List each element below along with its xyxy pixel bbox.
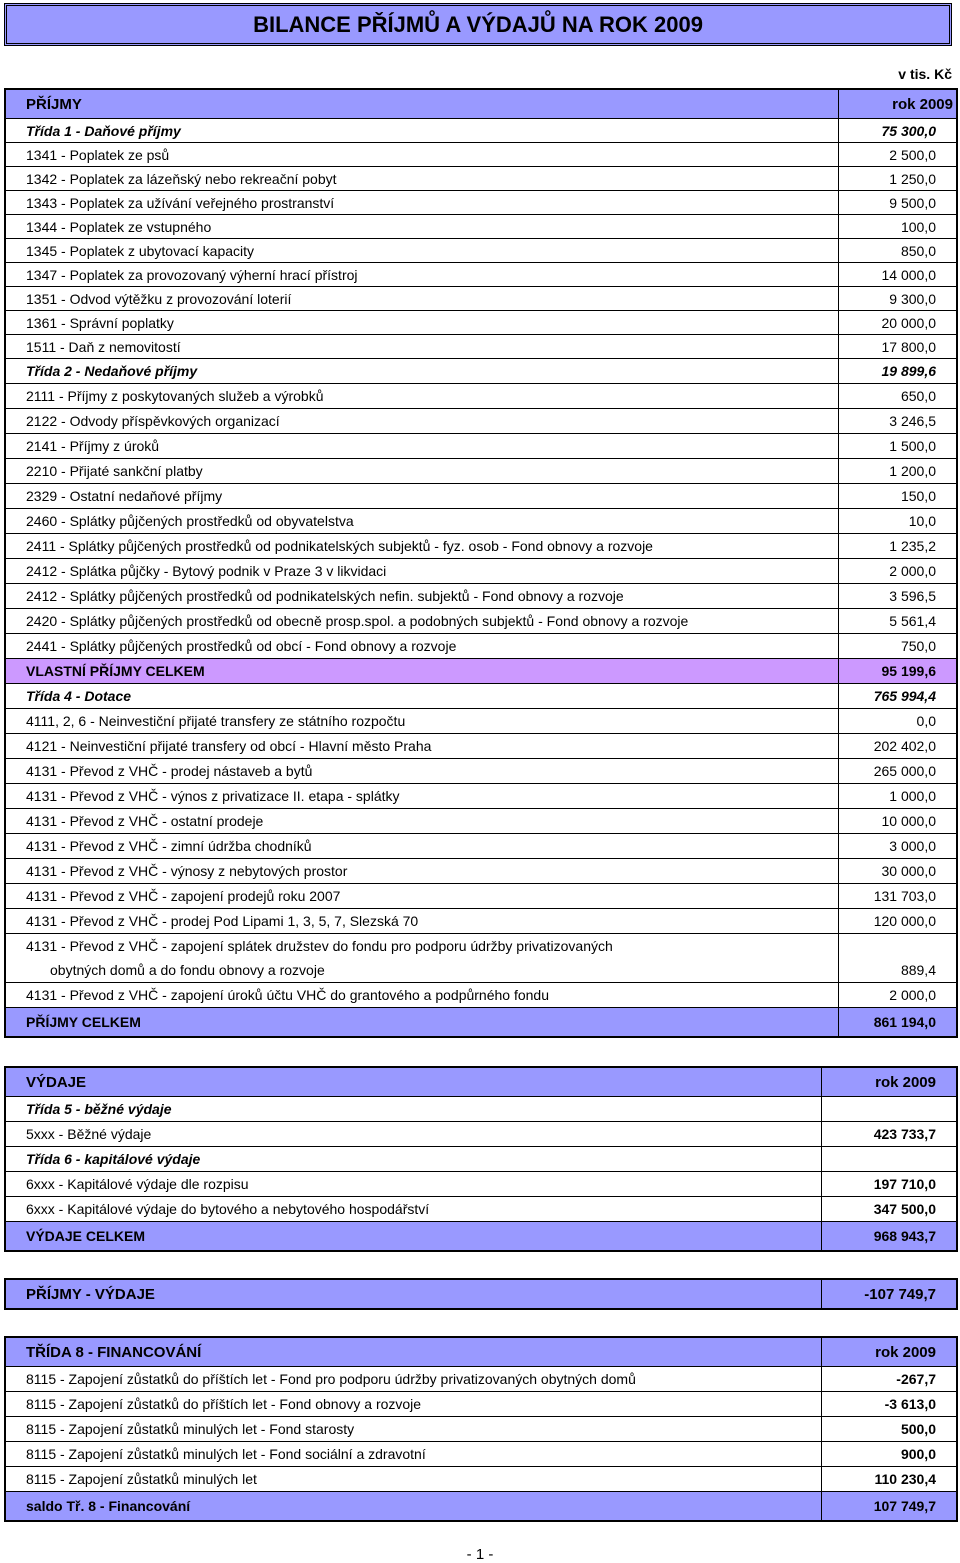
- row-value: 10 000,0: [839, 809, 958, 834]
- table-row: [5, 734, 957, 759]
- table-row: [5, 1392, 957, 1417]
- table-row: [5, 509, 957, 534]
- table-row: [5, 409, 957, 434]
- table-row: [5, 634, 957, 659]
- table-row: [5, 1417, 957, 1442]
- table-row: [5, 709, 957, 734]
- row-label: 6xxx - Kapitálové výdaje dle rozpisu: [5, 1172, 822, 1197]
- table-row: [5, 1467, 957, 1492]
- row-value: 0,0: [839, 709, 958, 734]
- row-label: 2420 - Splátky půjčených prostředků od obecně prosp.spol. a podobných subjektů - Fond obnovy a rozvoje: [5, 609, 839, 634]
- income-total-row: [5, 1008, 957, 1038]
- table-row: [5, 884, 957, 909]
- table-row: [5, 834, 957, 859]
- table-row: [5, 263, 957, 287]
- row-value: 9 500,0: [839, 191, 958, 215]
- balance-value: -107 749,7: [822, 1279, 958, 1309]
- row-label: 4131 - Převod z VHČ - prodej Pod Lipami 1, 3, 5, 7, Slezská 70: [5, 909, 839, 934]
- row-label: 4131 - Převod z VHČ - zapojení úroků účtu VHČ do grantového a podpůrného fondu: [5, 983, 839, 1008]
- table-row: [5, 1122, 957, 1147]
- income-header-row: [5, 89, 957, 119]
- expenses-table: [4, 1066, 958, 1252]
- own-income-total-value: 95 199,6: [839, 659, 958, 684]
- row-label: 5xxx - Běžné výdaje: [5, 1122, 822, 1147]
- row-value: 900,0: [822, 1442, 958, 1467]
- class-label: Třída 5 - běžné výdaje: [5, 1097, 822, 1122]
- class-value: 19 899,6: [839, 359, 958, 384]
- table-row: [5, 287, 957, 311]
- row-label: 2329 - Ostatní nedaňové příjmy: [5, 484, 839, 509]
- row-label: 4131 - Převod z VHČ - zapojení prodejů roku 2007: [5, 884, 839, 909]
- table-row: [5, 143, 957, 167]
- row-label: 1342 - Poplatek za lázeňský nebo rekreační pobyt: [5, 167, 839, 191]
- row-label: 4111, 2, 6 - Neinvestiční přijaté transfery ze státního rozpočtu: [5, 709, 839, 734]
- row-value: 750,0: [839, 634, 958, 659]
- class-label: Třída 4 - Dotace: [5, 684, 839, 709]
- table-row: [5, 239, 957, 263]
- row-label: 2412 - Splátky půjčených prostředků od podnikatelských nefin. subjektů - Fond obnovy a rozvoje: [5, 584, 839, 609]
- class-row: [5, 1147, 957, 1172]
- income-total-label: PŘÍJMY CELKEM: [5, 1008, 839, 1038]
- row-label: 4131 - Převod z VHČ - zapojení splátek družstev do fondu pro podporu údržby privatizovaných: [5, 934, 839, 959]
- table-row: [5, 859, 957, 884]
- row-value: -3 613,0: [822, 1392, 958, 1417]
- income-table: [4, 88, 958, 1038]
- row-label: 2412 - Splátka půjčky - Bytový podnik v Praze 3 v likvidaci: [5, 559, 839, 584]
- table-row: [5, 311, 957, 335]
- row-label: 2111 - Příjmy z poskytovaných služeb a výrobků: [5, 384, 839, 409]
- row-label: 8115 - Zapojení zůstatků minulých let - Fond starosty: [5, 1417, 822, 1442]
- row-label: 8115 - Zapojení zůstatků minulých let: [5, 1467, 822, 1492]
- row-value: 500,0: [822, 1417, 958, 1442]
- row-label: 1351 - Odvod výtěžku z provozování loterií: [5, 287, 839, 311]
- table-row: [5, 484, 957, 509]
- row-label-continued: obytných domů a do fondu obnovy a rozvoje: [5, 958, 839, 983]
- row-value-empty: [839, 934, 958, 959]
- row-value: 1 235,2: [839, 534, 958, 559]
- row-value: 14 000,0: [839, 263, 958, 287]
- row-label: 1341 - Poplatek ze psů: [5, 143, 839, 167]
- expenses-header-year: rok 2009: [822, 1067, 958, 1097]
- expenses-total-value: 968 943,7: [822, 1222, 958, 1252]
- balance-table: [4, 1278, 958, 1310]
- row-value: 202 402,0: [839, 734, 958, 759]
- row-value: 1 250,0: [839, 167, 958, 191]
- row-value: 131 703,0: [839, 884, 958, 909]
- row-value: 1 500,0: [839, 434, 958, 459]
- financing-saldo-row: [5, 1492, 957, 1522]
- row-label: 8115 - Zapojení zůstatků do příštích let - Fond pro podporu údržby privatizovaných obytných domů: [5, 1367, 822, 1392]
- row-value: 3 000,0: [839, 834, 958, 859]
- row-value: 650,0: [839, 384, 958, 409]
- row-label: 4131 - Převod z VHČ - ostatní prodeje: [5, 809, 839, 834]
- row-label: 2122 - Odvody příspěvkových organizací: [5, 409, 839, 434]
- table-row: [5, 1197, 957, 1222]
- financing-saldo-value: 107 749,7: [822, 1492, 958, 1522]
- own-income-total-row: [5, 659, 957, 684]
- row-value: 20 000,0: [839, 311, 958, 335]
- row-value: 3 246,5: [839, 409, 958, 434]
- row-label: 2210 - Přijaté sankční platby: [5, 459, 839, 484]
- page-title: BILANCE PŘÍJMŮ A VÝDAJŮ NA ROK 2009: [4, 3, 952, 46]
- row-value: 17 800,0: [839, 335, 958, 359]
- table-row: [5, 534, 957, 559]
- row-label: 1347 - Poplatek za provozovaný výherní hrací přístroj: [5, 263, 839, 287]
- row-value: 3 596,5: [839, 584, 958, 609]
- row-value: 1 000,0: [839, 784, 958, 809]
- table-row: [5, 584, 957, 609]
- row-label: 6xxx - Kapitálové výdaje do bytového a nebytového hospodářství: [5, 1197, 822, 1222]
- row-value: 10,0: [839, 509, 958, 534]
- class-value-empty: [822, 1097, 958, 1122]
- table-row: [5, 909, 957, 934]
- row-label: 8115 - Zapojení zůstatků do příštích let - Fond obnovy a rozvoje: [5, 1392, 822, 1417]
- table-row: [5, 958, 957, 983]
- row-label: 1511 - Daň z nemovitostí: [5, 335, 839, 359]
- financing-header-label: TŘÍDA 8 - FINANCOVÁNÍ: [5, 1337, 822, 1367]
- row-value: 265 000,0: [839, 759, 958, 784]
- row-value: 150,0: [839, 484, 958, 509]
- row-label: 8115 - Zapojení zůstatků minulých let - Fond sociální a zdravotní: [5, 1442, 822, 1467]
- balance-label: PŘÍJMY - VÝDAJE: [5, 1279, 822, 1309]
- row-label: 4131 - Převod z VHČ - výnosy z nebytových prostor: [5, 859, 839, 884]
- financing-table: [4, 1336, 958, 1522]
- row-value: 120 000,0: [839, 909, 958, 934]
- row-value: 9 300,0: [839, 287, 958, 311]
- financing-saldo-label: saldo Tř. 8 - Financování: [5, 1492, 822, 1522]
- row-label: 4121 - Neinvestiční přijaté transfery od obcí - Hlavní město Praha: [5, 734, 839, 759]
- table-row: [5, 167, 957, 191]
- class-label: Třída 1 - Daňové příjmy: [5, 119, 839, 143]
- class-row: [5, 684, 957, 709]
- row-label: 2411 - Splátky půjčených prostředků od podnikatelských subjektů - fyz. osob - Fond obnovy a rozvoje: [5, 534, 839, 559]
- row-value: -267,7: [822, 1367, 958, 1392]
- own-income-total-label: VLASTNÍ PŘÍJMY CELKEM: [5, 659, 839, 684]
- income-header-year: rok 2009: [839, 89, 958, 119]
- row-label: 1343 - Poplatek za užívání veřejného prostranství: [5, 191, 839, 215]
- income-total-value: 861 194,0: [839, 1008, 958, 1038]
- row-label: 1344 - Poplatek ze vstupného: [5, 215, 839, 239]
- row-label: 4131 - Převod z VHČ - prodej nástaveb a bytů: [5, 759, 839, 784]
- row-label: 2441 - Splátky půjčených prostředků od obcí - Fond obnovy a rozvoje: [5, 634, 839, 659]
- table-row: [5, 1367, 957, 1392]
- row-value: 850,0: [839, 239, 958, 263]
- class-row: [5, 119, 957, 143]
- class-row: [5, 1097, 957, 1122]
- row-value: 2 500,0: [839, 143, 958, 167]
- row-label: 2141 - Příjmy z úroků: [5, 434, 839, 459]
- table-row: [5, 459, 957, 484]
- financing-header-year: rok 2009: [822, 1337, 958, 1367]
- row-label: 4131 - Převod z VHČ - zimní údržba chodníků: [5, 834, 839, 859]
- expenses-total-row: [5, 1222, 957, 1252]
- row-value: 2 000,0: [839, 983, 958, 1008]
- income-header-label: PŘÍJMY: [5, 89, 839, 119]
- row-label: 1361 - Správní poplatky: [5, 311, 839, 335]
- expenses-total-label: VÝDAJE CELKEM: [5, 1222, 822, 1252]
- table-row: [5, 215, 957, 239]
- table-row: [5, 934, 957, 959]
- class-label: Třída 2 - Nedaňové příjmy: [5, 359, 839, 384]
- row-value: 1 200,0: [839, 459, 958, 484]
- row-value: 347 500,0: [822, 1197, 958, 1222]
- class-value-empty: [822, 1147, 958, 1172]
- row-label: 1345 - Poplatek z ubytovací kapacity: [5, 239, 839, 263]
- table-row: [5, 809, 957, 834]
- financing-header-row: [5, 1337, 957, 1367]
- row-value: 423 733,7: [822, 1122, 958, 1147]
- table-row: [5, 384, 957, 409]
- class-value: 765 994,4: [839, 684, 958, 709]
- unit-label: v tis. Kč: [898, 66, 952, 82]
- table-row: [5, 559, 957, 584]
- table-row: [5, 609, 957, 634]
- table-row: [5, 1172, 957, 1197]
- table-row: [5, 983, 957, 1008]
- row-value: 30 000,0: [839, 859, 958, 884]
- row-label: 4131 - Převod z VHČ - výnos z privatizace II. etapa - splátky: [5, 784, 839, 809]
- page-number: - 1 -: [466, 1546, 494, 1563]
- row-value: 889,4: [839, 958, 958, 983]
- table-row: [5, 335, 957, 359]
- table-row: [5, 434, 957, 459]
- expenses-header-row: [5, 1067, 957, 1097]
- table-row: [5, 1442, 957, 1467]
- row-value: 100,0: [839, 215, 958, 239]
- row-value: 197 710,0: [822, 1172, 958, 1197]
- table-row: [5, 784, 957, 809]
- row-label: 2460 - Splátky půjčených prostředků od obyvatelstva: [5, 509, 839, 534]
- row-value: 110 230,4: [822, 1467, 958, 1492]
- balance-row: [5, 1279, 957, 1309]
- row-value: 2 000,0: [839, 559, 958, 584]
- expenses-header-label: VÝDAJE: [5, 1067, 822, 1097]
- row-value: 5 561,4: [839, 609, 958, 634]
- table-row: [5, 191, 957, 215]
- table-row: [5, 759, 957, 784]
- class-value: 75 300,0: [839, 119, 958, 143]
- class-label: Třída 6 - kapitálové výdaje: [5, 1147, 822, 1172]
- class-row: [5, 359, 957, 384]
